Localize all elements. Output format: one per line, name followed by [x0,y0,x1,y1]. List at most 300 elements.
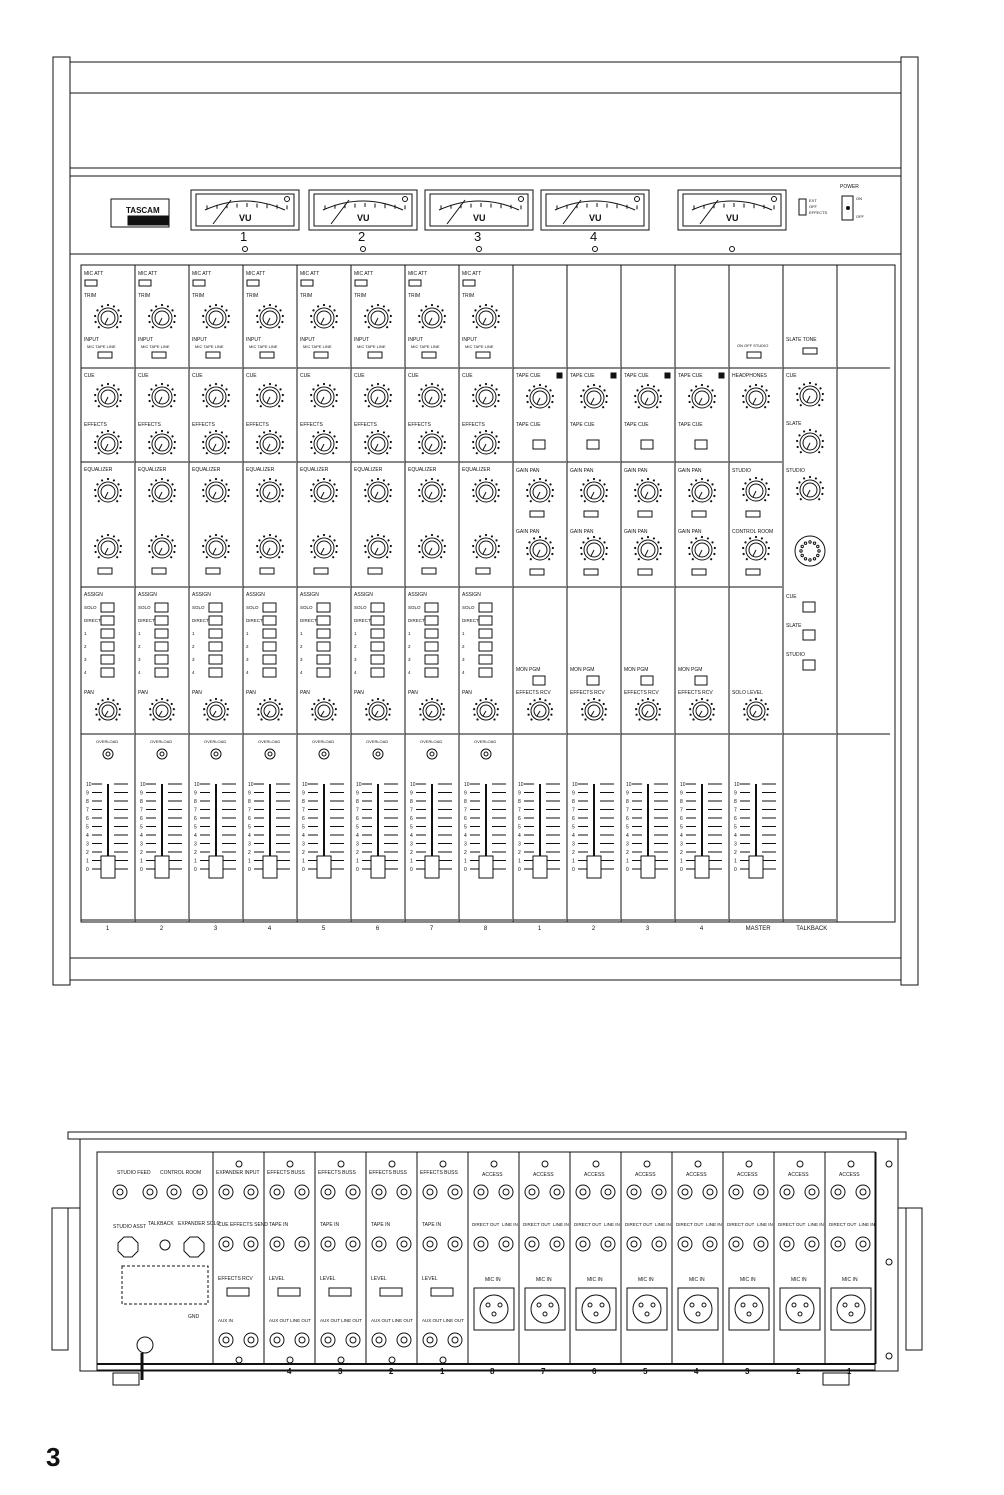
fader-scale-label: 6 [356,816,359,822]
knob-pointer [537,711,540,716]
knob-dot [120,321,121,322]
jack-hole [656,1241,662,1247]
knob-dot [707,480,708,481]
fader-scale-label: 7 [86,807,89,814]
knob-pointer [645,398,648,404]
assign-button [425,655,438,664]
vu-meter [678,190,786,252]
jack-hole [325,1189,331,1195]
knob-dot [496,389,497,390]
knob-dot [473,315,474,316]
pan-knob [258,698,283,720]
knob-dot [533,386,534,387]
screw-icon [440,1161,446,1167]
knob-dot [120,495,121,496]
assign-button [371,668,384,677]
fader-knob-icon [263,856,277,878]
pan-knob [150,698,175,720]
knob-dot [118,389,119,390]
input-module [297,271,350,920]
overload-label: OVERLOAD [312,739,335,744]
knob-dot [797,446,798,447]
direct-out-label: DIRECT OUT [676,1222,704,1227]
knob-dot [421,389,422,390]
knob-dot [260,703,261,704]
fader-scale-label: 0 [86,867,89,873]
fader-scale-label: 9 [680,790,683,797]
overload-led-inner [268,752,272,756]
knob-dot [258,714,259,715]
gain-switch-2 [638,569,652,575]
jack-hole [605,1241,611,1247]
fader-scale-label: 6 [410,816,413,822]
channel-fader [140,782,182,878]
knob-dot [120,394,121,395]
channel-fader [302,782,344,878]
mic-hole [817,545,819,547]
xlr-pin [600,1303,604,1307]
knob-dot [441,406,442,407]
fader-knob-icon [425,856,439,878]
knob-dot [746,500,747,501]
fader-scale-label: 6 [734,816,737,822]
jack-icon [499,1185,513,1199]
knob-dot [388,436,389,437]
knob-dot [149,495,150,496]
knob-dot [336,447,337,448]
knob-dot [314,501,315,502]
knob-dot [152,703,153,704]
knob-pointer [375,318,378,324]
knob-dot [227,709,228,710]
knob-dot [149,489,150,490]
knob-dot [368,453,369,454]
channel-fader [410,782,452,878]
eq-switch [98,568,112,574]
tape-cue-knob [581,384,608,408]
assign-button [155,616,168,625]
knob-dot [323,698,324,699]
knob-dot [647,478,648,479]
screw-icon [236,1161,242,1167]
effects-label: EFFECTS [354,422,377,428]
input-module [351,271,404,920]
fader-scale-label: 2 [572,850,575,856]
knob-dot [152,557,153,558]
input-options-label: MIC TAPE LINE [249,344,278,349]
knob-dot [713,709,714,710]
knob-dot [149,545,150,546]
assign-row-label: 2 [354,644,357,649]
effects-rcv-label: EFFECTS RCV [516,690,551,696]
meter-switch-off: OFF [809,204,817,209]
gain-switch [692,511,706,517]
eq-switch [476,568,490,574]
assign-button [317,668,330,677]
direct-out-label: DIRECT OUT [829,1222,857,1227]
knob-dot [498,495,499,496]
knob-dot [539,536,540,537]
knob-dot [173,714,174,715]
buss-module [621,368,674,920]
input-selector-switch [314,352,328,358]
talkback-jack-icon [160,1240,170,1250]
knob-dot [167,700,168,701]
knob-dot [260,406,261,407]
knob-dot [203,394,204,395]
studio-switch [746,511,760,517]
assign-button [479,668,492,677]
eq-high-knob [473,478,500,502]
knob-dot [820,482,821,483]
knob-dot [225,406,226,407]
knob-dot [495,327,496,328]
knob-dot [765,703,766,704]
knob-dot [745,390,746,391]
eq-low-knob [311,534,338,558]
knob-dot [167,480,168,481]
knob-dot [498,441,499,442]
knob-dot [550,542,551,543]
knob-dot [551,709,552,710]
jack-hole [376,1337,382,1343]
knob-dot [599,538,600,539]
assign-row-label: 1 [246,631,249,636]
effects-knob [149,430,176,454]
knob-dot [228,321,229,322]
knob-dot [333,557,334,558]
fader-scale-label: 0 [248,867,251,873]
knob-dot [689,489,690,490]
assign-row-label: 3 [246,657,249,662]
knob-dot [224,719,225,720]
knob-dot [761,386,762,387]
mon-pgm-button [533,676,545,685]
module-number-label: 3 [645,926,650,932]
fader-scale-label: 7 [302,807,305,814]
knob-dot [604,390,605,391]
overload-label: OVERLOAD [366,739,389,744]
knob-pointer [267,397,270,403]
knob-dot [431,478,432,479]
knob-dot [749,479,750,480]
knob-dot [282,394,283,395]
mic-att-switch [193,280,205,286]
module-number-label: 5 [321,926,326,932]
knob-dot [479,480,480,481]
assign-button [101,616,114,625]
tape-cue-indicator [557,373,562,378]
knob-dot [712,484,713,485]
knob-dot [593,478,594,479]
knob-dot [113,700,114,701]
jack-icon [652,1185,666,1199]
knob-dot [113,306,114,307]
knob-dot [587,538,588,539]
cue-knob [419,383,446,407]
knob-dot [441,557,442,558]
channel-fader [248,782,290,878]
knob-dot [437,700,438,701]
knob-dot [323,478,324,479]
knob-pointer [753,550,756,556]
channel-number-label: 7 [541,1367,546,1376]
knob-dot [312,714,313,715]
knob-dot [98,557,99,558]
knob-dot [172,310,173,311]
assign-button [209,668,222,677]
knob-dot [312,709,313,710]
buss-module [567,368,620,920]
knob-dot [658,390,659,391]
knob-dot [444,441,445,442]
knob-pointer [213,548,216,554]
assign-button [371,642,384,651]
knob-dot [205,484,206,485]
xlr-pin [639,1303,643,1307]
rear-buss-section [216,1152,268,1364]
knob-dot [711,703,712,704]
knob-dot [485,430,486,431]
knob-dot [383,306,384,307]
rear-top-lip [68,1132,906,1139]
knob-pointer [213,492,216,498]
knob-pointer [537,550,540,556]
level-switch [380,1288,402,1296]
knob-dot [383,480,384,481]
assign-button [317,655,330,664]
knob-dot [152,327,153,328]
knob-dot [333,453,334,454]
knob-dot [422,501,423,502]
knob-dot [581,489,582,490]
knob-dot [581,553,582,554]
jack-hole [452,1337,458,1343]
tb-slate-button-label: SLATE [786,623,802,629]
knob-dot [657,501,658,502]
knob-dot [97,436,98,437]
jack-hole [580,1241,586,1247]
knob-dot [282,545,283,546]
vu-meter [191,190,299,252]
knob-dot [552,489,553,490]
access-label: ACCESS [788,1172,809,1178]
knob-dot [602,719,603,720]
knob-dot [107,383,108,384]
knob-dot [205,389,206,390]
overload-led-icon [103,749,113,759]
knob-dot [604,542,605,543]
knob-dot [822,399,823,400]
knob-dot [549,501,550,502]
power-on-label: ON [856,196,862,201]
mic-in-label: MIC IN [638,1277,654,1283]
rear-screw-icon [886,1161,892,1167]
pan-label: PAN [138,690,148,696]
knob-dot [474,714,475,715]
input-label: INPUT [408,337,423,343]
knob-dot [476,501,477,502]
tape-cue-button [587,440,599,449]
knob-dot [423,719,424,720]
fader-scale-label: 0 [356,867,359,873]
xlr-pin [588,1303,592,1307]
knob-dot [263,432,264,433]
power-off-label: OFF [856,214,864,219]
knob-dot [258,709,259,710]
knob-dot [749,386,750,387]
assign-button [479,616,492,625]
knob-dot [800,405,801,406]
knob-dot [113,536,114,537]
knob-dot [437,432,438,433]
knob-dot [498,394,499,395]
power-label: POWER [840,184,859,190]
knob-dot [635,401,636,402]
assign-button [371,629,384,638]
jack-icon [856,1237,870,1251]
knob-dot [275,385,276,386]
knob-dot [768,553,769,554]
knob-dot [527,495,528,496]
input-module [243,271,296,920]
tape-cue-label-2: TAPE CUE [570,422,595,428]
fader-scale-label: 4 [518,833,521,839]
knob-dot [390,321,391,322]
eq-switch [422,568,436,574]
jack-icon [372,1185,386,1199]
channel-fader [356,782,398,878]
buss-module [675,368,728,920]
fader-scale-label: 5 [680,824,683,831]
pan-label: PAN [300,690,310,696]
fader-scale-label: 1 [410,858,413,865]
jack-icon [525,1237,539,1251]
knob-dot [206,557,207,558]
knob-dot [755,698,756,699]
jack-icon [270,1333,284,1347]
gain-pan-knob-2 [581,536,608,560]
fader-scale-label: 2 [626,850,629,856]
overload-led-inner [160,752,164,756]
knob-dot [431,698,432,699]
knob-dot [174,315,175,316]
meter-number: 4 [590,229,598,244]
jack-icon [703,1237,717,1251]
knob-pointer [429,548,432,554]
fader-scale-label: 5 [356,824,359,831]
fader-scale-label: 6 [248,816,251,822]
knob-dot [101,385,102,386]
knob-dot [334,389,335,390]
knob-dot [498,315,499,316]
tape-cue-label: TAPE CUE [624,373,649,379]
fader-scale-label: 8 [248,799,251,805]
fader-scale-label: 6 [572,816,575,822]
pan-label: PAN [246,690,256,696]
knob-dot [171,501,172,502]
fader-scale-label: 9 [302,790,305,797]
jack-icon [678,1237,692,1251]
channel-fader [86,782,128,878]
assign-row-label: DIRECT [246,618,263,623]
fader-scale-label: 8 [464,799,467,805]
module-number-label: 4 [699,926,704,932]
knob-dot [275,432,276,433]
knob-dot [311,400,312,401]
channel-fader [518,782,560,878]
knob-dot [495,703,496,704]
jack-hole [376,1241,382,1247]
module-number-label: TALKBACK [796,926,828,932]
cue-label: CUE [300,373,311,379]
knob-dot [161,383,162,384]
jack-hole [682,1241,688,1247]
rear-channel-section [519,1152,569,1376]
knob-dot [422,557,423,558]
input-options-label: MIC TAPE LINE [141,344,170,349]
direct-out-label: DIRECT OUT [727,1222,755,1227]
effects-rcv-label: EFFECTS RCV [678,690,713,696]
buss-header-label: EFFECTS BUSS [318,1170,356,1176]
level-switch [227,1288,249,1296]
knob-dot [474,709,475,710]
vu-screw-icon [519,197,524,202]
input-label: INPUT [84,337,99,343]
assign-label: ASSIGN [192,592,211,598]
mic-att-switch [247,280,259,286]
knob-dot [822,487,823,488]
knob-dot [203,441,204,442]
trim-label: TRIM [408,293,421,299]
gain-switch-2 [584,569,598,575]
fader-scale-label: 10 [626,782,632,788]
fader-scale-label: 4 [572,833,575,839]
knob-dot [329,536,330,537]
knob-dot [257,551,258,552]
input-module [135,271,188,920]
knob-dot [107,478,108,479]
knob-dot [387,703,388,704]
knob-dot [528,709,529,710]
jack-hole [835,1241,841,1247]
overload-led-icon [319,749,329,759]
knob-dot [647,698,648,699]
assign-button [155,629,168,638]
module-number-label: 1 [537,926,542,932]
rear-buss-section [369,1152,417,1376]
tape-cue-button [641,440,653,449]
knob-dot [603,559,604,560]
fader-scale-label: 8 [86,799,89,805]
knob-dot [257,495,258,496]
fader-scale-label: 9 [356,790,359,797]
knob-dot [745,483,746,484]
knob-dot [150,709,151,710]
screw-icon [389,1161,395,1167]
knob-dot [444,489,445,490]
jack-icon [244,1237,258,1251]
overload-label: OVERLOAD [258,739,281,744]
knob-dot [282,495,283,496]
knob-dot [205,310,206,311]
effects-rcv-knob [582,698,607,720]
knob-pointer [267,711,270,716]
input-selector-switch [422,352,436,358]
control-room-label: CONTROL ROOM [160,1170,202,1176]
knob-dot [442,540,443,541]
rear-buss-section [420,1152,468,1376]
